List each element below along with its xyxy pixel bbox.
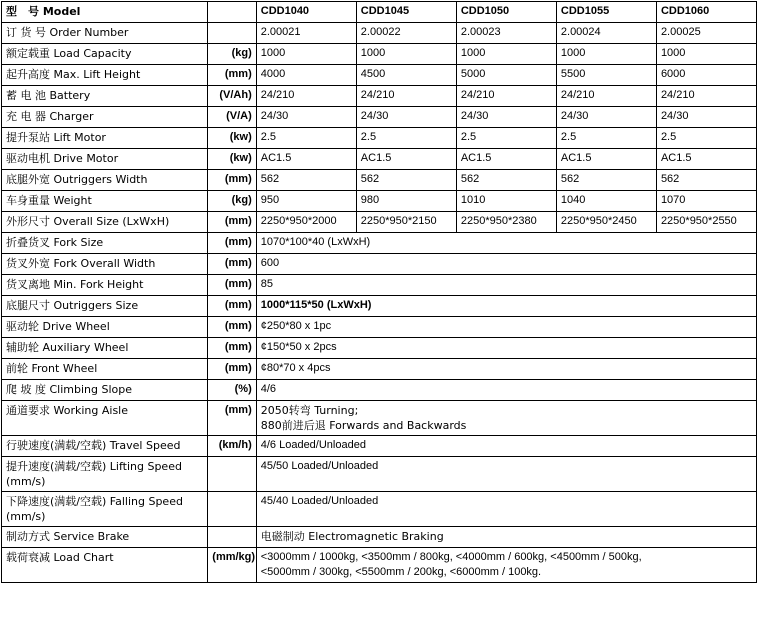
row-value: ¢80*70 x 4pcs bbox=[256, 359, 756, 380]
row-value: 562 bbox=[556, 170, 656, 191]
row-label: 底腿外宽 Outriggers Width bbox=[2, 170, 208, 191]
row-value: 24/210 bbox=[356, 86, 456, 107]
row-unit bbox=[208, 457, 256, 492]
table-row bbox=[2, 44, 757, 65]
row-value: 4000 bbox=[256, 65, 356, 86]
row-label: 车身重量 Weight bbox=[2, 191, 208, 212]
row-label: 货叉外宽 Fork Overall Width bbox=[2, 254, 208, 275]
row-value: 45/50 Loaded/Unloaded bbox=[256, 457, 756, 492]
row-unit: (kg) bbox=[208, 191, 256, 212]
row-unit: (mm) bbox=[208, 254, 256, 275]
table-row-falling-speed bbox=[2, 492, 757, 527]
row-label bbox=[2, 457, 208, 492]
lifting-speed-label-line-2: (mm/s) bbox=[6, 475, 46, 488]
row-value: AC1.5 bbox=[556, 149, 656, 170]
model-column-4: CDD1055 bbox=[556, 2, 656, 23]
row-unit: (V/Ah) bbox=[208, 86, 256, 107]
row-value: 1010 bbox=[456, 191, 556, 212]
table-row-working-aisle bbox=[2, 401, 757, 436]
model-column-3: CDD1050 bbox=[456, 2, 556, 23]
table-header-row bbox=[2, 2, 757, 23]
row-unit: (mm) bbox=[208, 338, 256, 359]
row-label: 前轮 Front Wheel bbox=[2, 359, 208, 380]
row-value: 5000 bbox=[456, 65, 556, 86]
row-value: 562 bbox=[456, 170, 556, 191]
row-value: 950 bbox=[256, 191, 356, 212]
model-column-5: CDD1060 bbox=[656, 2, 756, 23]
header-label: 型 号 Model bbox=[2, 2, 208, 23]
row-value: 24/210 bbox=[256, 86, 356, 107]
row-unit: (mm) bbox=[208, 359, 256, 380]
row-label: 载荷衰减 Load Chart bbox=[2, 548, 208, 583]
row-value bbox=[256, 548, 756, 583]
row-unit bbox=[208, 492, 256, 527]
row-unit: (mm) bbox=[208, 65, 256, 86]
lifting-speed-label-line-1: 提升速度(满载/空载) Lifting Speed bbox=[6, 460, 182, 473]
row-value: 6000 bbox=[656, 65, 756, 86]
row-value: 1000 bbox=[456, 44, 556, 65]
table-row bbox=[2, 128, 757, 149]
table-row bbox=[2, 296, 757, 317]
row-label: 外形尺寸 Overall Size (LxWxH) bbox=[2, 212, 208, 233]
row-value: 1070*100*40 (LxWxH) bbox=[256, 233, 756, 254]
row-label bbox=[2, 492, 208, 527]
working-aisle-line-2: 880前进后退 Forwards and Backwards bbox=[260, 419, 467, 432]
row-value: 1000 bbox=[656, 44, 756, 65]
row-value: 24/210 bbox=[456, 86, 556, 107]
row-value: 562 bbox=[256, 170, 356, 191]
row-value: 24/210 bbox=[556, 86, 656, 107]
table-row bbox=[2, 359, 757, 380]
row-value: 1070 bbox=[656, 191, 756, 212]
row-unit: (kw) bbox=[208, 128, 256, 149]
row-value: 2.5 bbox=[356, 128, 456, 149]
table-row bbox=[2, 65, 757, 86]
row-value: AC1.5 bbox=[456, 149, 556, 170]
row-label: 通道要求 Working Aisle bbox=[2, 401, 208, 436]
table-row bbox=[2, 86, 757, 107]
row-value: 4/6 bbox=[256, 380, 756, 401]
row-value: AC1.5 bbox=[256, 149, 356, 170]
falling-speed-label-line-2: (mm/s) bbox=[6, 510, 46, 523]
row-value: 1040 bbox=[556, 191, 656, 212]
table-row bbox=[2, 23, 757, 44]
row-unit: (mm) bbox=[208, 233, 256, 254]
row-value: 1000 bbox=[356, 44, 456, 65]
table-row bbox=[2, 233, 757, 254]
falling-speed-label-line-1: 下降速度(满载/空载) Falling Speed bbox=[6, 495, 183, 508]
table-row bbox=[2, 275, 757, 296]
row-value: 2.00022 bbox=[356, 23, 456, 44]
row-value: ¢150*50 x 2pcs bbox=[256, 338, 756, 359]
row-value: 2.5 bbox=[256, 128, 356, 149]
row-value: 24/30 bbox=[656, 107, 756, 128]
load-chart-line-1: <3000mm / 1000kg, <3500mm / 800kg, <4000mm / 600kg, <4500mm / 500kg, bbox=[260, 551, 642, 563]
row-unit: (kg) bbox=[208, 44, 256, 65]
row-value: 电磁制动 Electromagnetic Braking bbox=[256, 527, 756, 548]
row-label: 起升高度 Max. Lift Height bbox=[2, 65, 208, 86]
row-value: 24/30 bbox=[456, 107, 556, 128]
row-value: 1000 bbox=[256, 44, 356, 65]
row-value: 1000 bbox=[556, 44, 656, 65]
table-row bbox=[2, 191, 757, 212]
row-label: 订 货 号 Order Number bbox=[2, 23, 208, 44]
header-unit bbox=[208, 2, 256, 23]
row-label: 辅助轮 Auxiliary Wheel bbox=[2, 338, 208, 359]
row-unit: (kw) bbox=[208, 149, 256, 170]
row-value: 2250*950*2450 bbox=[556, 212, 656, 233]
row-value: 85 bbox=[256, 275, 756, 296]
row-unit: (mm) bbox=[208, 401, 256, 436]
row-unit bbox=[208, 527, 256, 548]
model-column-1: CDD1040 bbox=[256, 2, 356, 23]
row-unit bbox=[208, 23, 256, 44]
row-label: 货叉离地 Min. Fork Height bbox=[2, 275, 208, 296]
row-value: 2250*950*2000 bbox=[256, 212, 356, 233]
row-unit: (mm) bbox=[208, 317, 256, 338]
row-value: 2.5 bbox=[656, 128, 756, 149]
model-column-2: CDD1045 bbox=[356, 2, 456, 23]
row-unit: (mm) bbox=[208, 170, 256, 191]
working-aisle-line-1: 2050转弯 Turning; bbox=[260, 404, 359, 417]
table-row bbox=[2, 107, 757, 128]
table-row bbox=[2, 338, 757, 359]
table-row bbox=[2, 149, 757, 170]
row-value: 2250*950*2550 bbox=[656, 212, 756, 233]
row-unit: (V/A) bbox=[208, 107, 256, 128]
row-unit: (mm/kg) bbox=[208, 548, 256, 583]
row-unit: (mm) bbox=[208, 212, 256, 233]
row-value: 2.5 bbox=[556, 128, 656, 149]
row-value: 2250*950*2150 bbox=[356, 212, 456, 233]
table-row bbox=[2, 254, 757, 275]
row-value: 1000*115*50 (LxWxH) bbox=[256, 296, 756, 317]
row-value: 24/30 bbox=[256, 107, 356, 128]
specification-table bbox=[1, 1, 757, 583]
row-value: 600 bbox=[256, 254, 756, 275]
row-unit: (mm) bbox=[208, 296, 256, 317]
row-value: 2.00024 bbox=[556, 23, 656, 44]
row-value: 562 bbox=[656, 170, 756, 191]
row-value: 4500 bbox=[356, 65, 456, 86]
row-label: 驱动轮 Drive Wheel bbox=[2, 317, 208, 338]
row-label: 额定载重 Load Capacity bbox=[2, 44, 208, 65]
row-value: 2.5 bbox=[456, 128, 556, 149]
table-row bbox=[2, 436, 757, 457]
row-label: 爬 坡 度 Climbing Slope bbox=[2, 380, 208, 401]
row-value: ¢250*80 x 1pc bbox=[256, 317, 756, 338]
row-label: 折叠货叉 Fork Size bbox=[2, 233, 208, 254]
table-row-load-chart bbox=[2, 548, 757, 583]
load-chart-line-2: <5000mm / 300kg, <5500mm / 200kg, <6000mm / 100kg. bbox=[260, 566, 542, 578]
row-value: 24/210 bbox=[656, 86, 756, 107]
row-value: 2.00021 bbox=[256, 23, 356, 44]
row-value: 24/30 bbox=[356, 107, 456, 128]
row-label: 驱动电机 Drive Motor bbox=[2, 149, 208, 170]
table-row bbox=[2, 380, 757, 401]
row-value: 2250*950*2380 bbox=[456, 212, 556, 233]
row-unit: (km/h) bbox=[208, 436, 256, 457]
row-value: AC1.5 bbox=[356, 149, 456, 170]
row-label: 制动方式 Service Brake bbox=[2, 527, 208, 548]
table-row bbox=[2, 317, 757, 338]
row-value: AC1.5 bbox=[656, 149, 756, 170]
row-unit: (%) bbox=[208, 380, 256, 401]
row-label: 蓄 电 池 Battery bbox=[2, 86, 208, 107]
table-row bbox=[2, 170, 757, 191]
row-value: 4/6 Loaded/Unloaded bbox=[256, 436, 756, 457]
row-value: 24/30 bbox=[556, 107, 656, 128]
row-unit: (mm) bbox=[208, 275, 256, 296]
row-value: 980 bbox=[356, 191, 456, 212]
table-row bbox=[2, 527, 757, 548]
row-label: 行驶速度(满载/空载) Travel Speed bbox=[2, 436, 208, 457]
row-label: 底腿尺寸 Outriggers Size bbox=[2, 296, 208, 317]
row-value: 5500 bbox=[556, 65, 656, 86]
table-row-lifting-speed bbox=[2, 457, 757, 492]
table-row bbox=[2, 212, 757, 233]
row-value bbox=[256, 401, 756, 436]
row-value: 2.00023 bbox=[456, 23, 556, 44]
row-label: 提升泵站 Lift Motor bbox=[2, 128, 208, 149]
row-value: 2.00025 bbox=[656, 23, 756, 44]
row-value: 562 bbox=[356, 170, 456, 191]
row-value: 45/40 Loaded/Unloaded bbox=[256, 492, 756, 527]
row-label: 充 电 器 Charger bbox=[2, 107, 208, 128]
